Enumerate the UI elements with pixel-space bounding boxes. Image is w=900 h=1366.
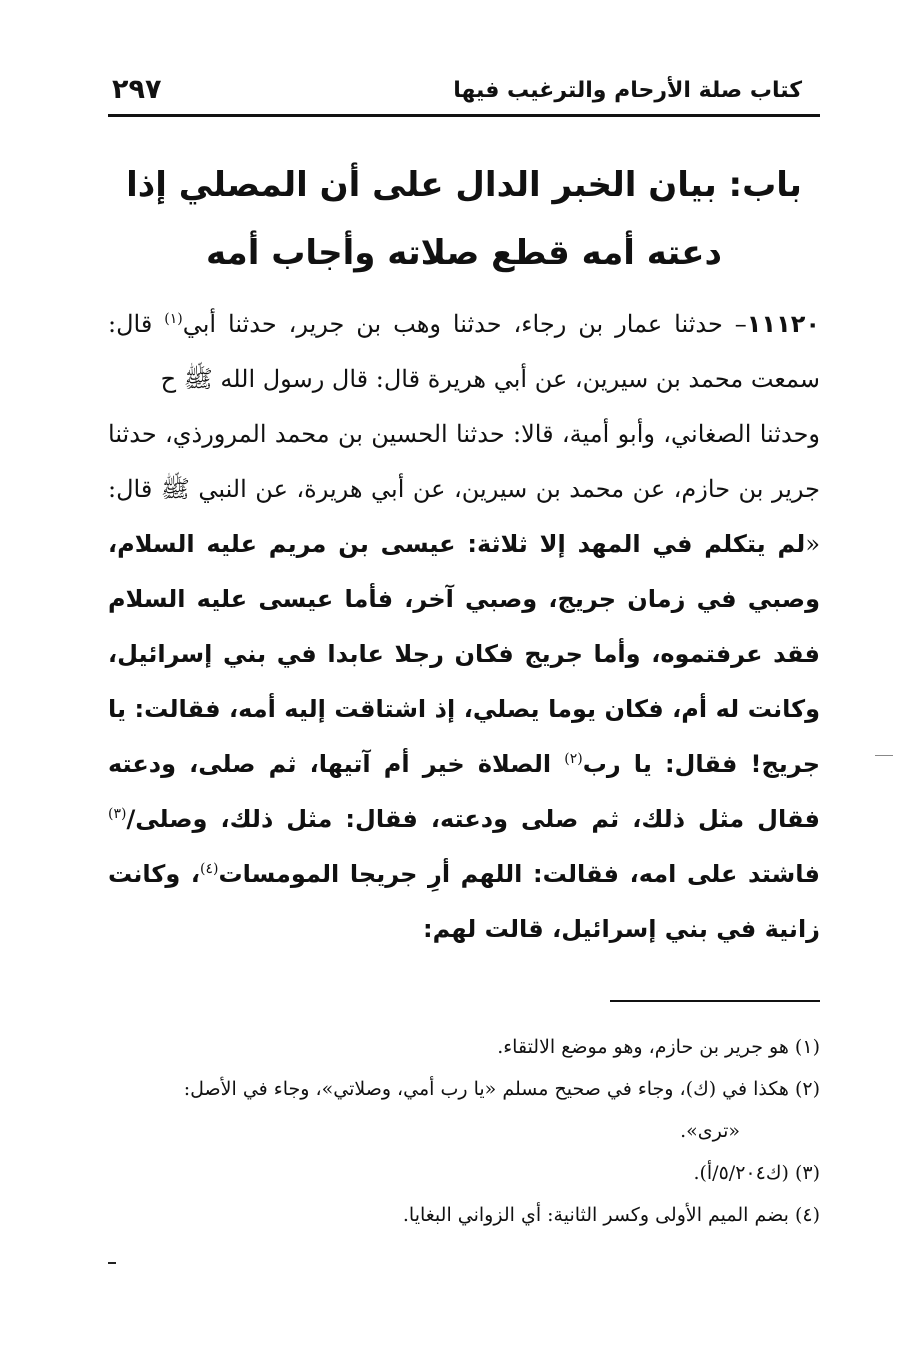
hadith-paragraph-matn [108, 407, 820, 957]
book-page [108, 70, 820, 1330]
footnote-1: (١) هو جرير بن حازم، وهو موضع الالتقاء. [497, 1036, 820, 1058]
footnote-ref-3[interactable]: (٣) [108, 806, 127, 822]
second-isnad-text: وحدثنا الصغاني، وأبو أمية، قالا: حدثنا الحسين بن محمد المرورذي، حدثنا جرير بن حازم، عن محمد بن سيرين، عن أبي هريرة، عن النبي ﷺ قال: « [108, 420, 820, 558]
hadith-number: ١١١٢٠ [746, 310, 821, 338]
running-header-title: كتاب صلة الأرحام والترغيب فيها [453, 78, 802, 103]
bottom-mark [108, 1262, 116, 1264]
page-number: ٢٩٧ [112, 74, 162, 105]
matn-text-part-1: لم يتكلم في المهد إلا ثلاثة: عيسى بن مريم عليه السلام، وصبي في زمان جريج، وصبي آخر، فأما عيسى عليه السلام فقد عرفتموه، وأما جريج فكان رجلا عابدا في بني إسرائيل، وكانت له أم، فكان يوما يصلي، إذ اشتاقت إليه أمه، فقالت: يا جريج! فقال: يا رب [108, 530, 820, 778]
footnote-2-continuation: «ترى». [680, 1120, 740, 1142]
matn-text-part-3: فاشتد على امه، فقالت: اللهم أرِ جريجا المومسات [218, 860, 821, 888]
footnotes [108, 1028, 820, 1238]
footnote-separator [610, 1000, 820, 1002]
margin-mark [875, 755, 893, 756]
isnad-text-part-1: – حدثنا عمار بن رجاء، حدثنا وهب بن جرير، حدثنا أبي [182, 310, 747, 338]
chapter-title-text: : بيان الخبر الدال على أن المصلي إذا دعته أمه قطع صلاته وأجاب أمه [126, 165, 743, 273]
footnote-ref-1[interactable]: (١) [164, 311, 183, 327]
footnote-ref-2[interactable]: (٢) [564, 751, 583, 767]
matn-text-part-4: ، وكانت زانية في بني إسرائيل، قالت لهم: [108, 860, 820, 943]
chapter-label: باب [742, 165, 802, 205]
footnote-ref-4[interactable]: (٤) [200, 861, 219, 877]
footnote-3: (٣) (ك٥/٢٠٤/أ). [693, 1162, 820, 1184]
footnote-4: (٤) بضم الميم الأولى وكسر الثانية: أي الزواني البغايا. [402, 1204, 820, 1226]
hadith-paragraph-isnad [108, 297, 820, 407]
matn-text-part-2: الصلاة خير أم آتيها، ثم صلى، ودعته فقال مثل ذلك، ثم صلى ودعته، فقال: مثل ذلك، وصلى/ [108, 750, 820, 833]
running-header [108, 70, 820, 117]
chapter-title [108, 151, 820, 287]
footnote-2: (٢) هكذا في (ك)، وجاء في صحيح مسلم «يا رب أمي، وصلاتي»، وجاء في الأصل: [183, 1078, 820, 1100]
hadith-body [108, 297, 820, 957]
isnad-text-part-2: قال: سمعت محمد بن سيرين، عن أبي هريرة قال: قال رسول الله ﷺ ح [108, 310, 820, 393]
